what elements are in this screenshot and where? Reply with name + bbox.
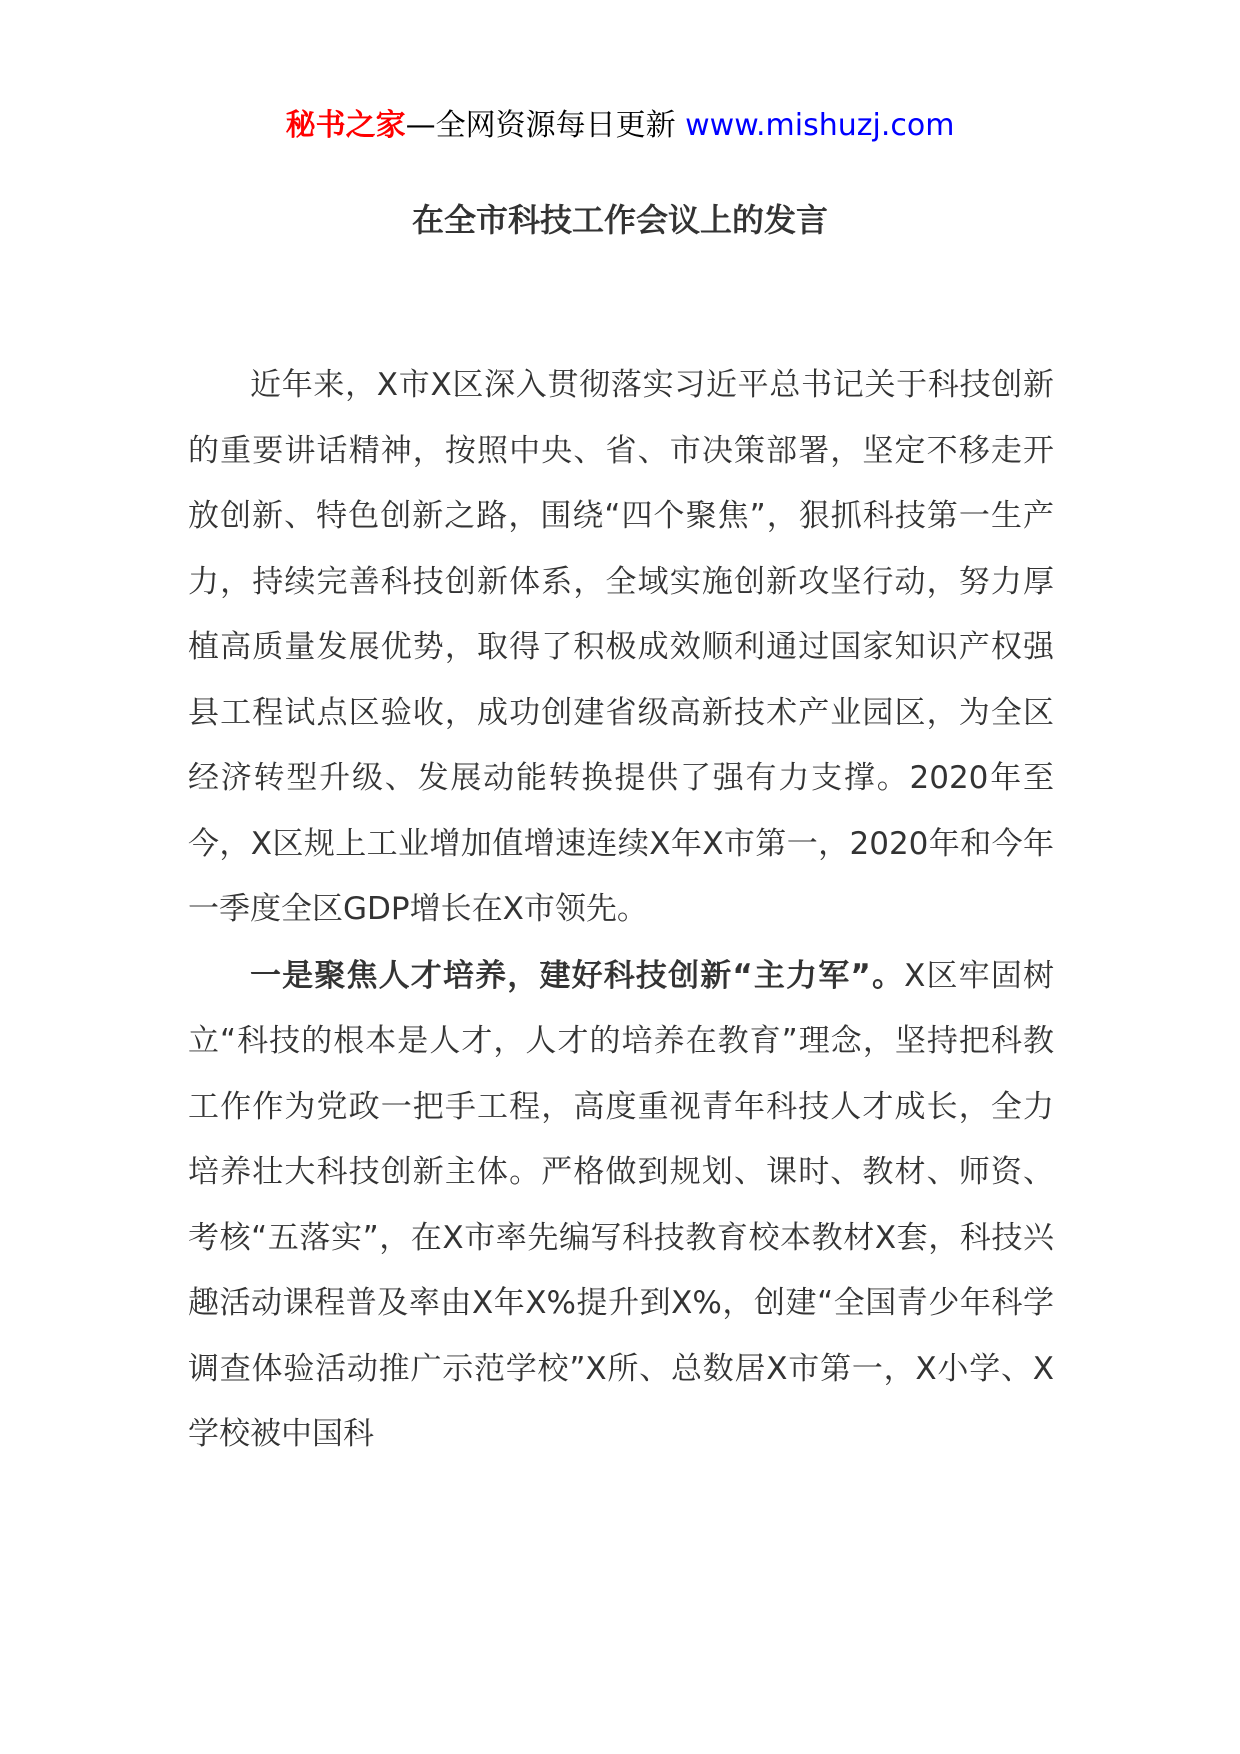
paragraph-lead: 一是聚焦人才培养，建好科技创新“主力军”。: [250, 957, 905, 994]
header-tagline: —全网资源每日更新: [405, 108, 676, 143]
paragraph-intro: [188, 353, 1054, 943]
document-body: [188, 353, 1054, 1469]
paragraph-text: 近年来，X市X区深入贯彻落实习近平总书记关于科技创新的重要讲话精神，按照中央、省、市决策部署，坚定不移走开放创新、特色创新之路，围绕“四个聚焦”，狠抓科技第一生产力，持续完善科技创新体系，全域实施创新攻坚行动，努力厚植高质量发展优势，取得了积极成效顺利通过国家知识产权强县工程试点区验收，成功创建省级高新技术产业园区，为全区经济转型升级、发展动能转换提供了强有力支撑。2020年至今，X区规上工业增加值增速连续X年X市第一，2020年和今年一季度全区GDP增长在X市领先。: [188, 367, 1054, 927]
paragraph-text: X区牢固树立“科技的根本是人才，人才的培养在教育”理念，坚持把科教工作作为党政一把手工程，高度重视青年科技人才成长，全力培养壮大科技创新主体。严格做到规划、课时、教材、师资、考核“五落实”，在X市率先编写科技教育校本教材X套，科技兴趣活动课程普及率由X年X%提升到X%，创建“全国青少年科学调查体验活动推广示范学校”X所、总数居X市第一，X小学、X学校被中国科: [188, 957, 1054, 1452]
site-url-link[interactable]: www.mishuzj.com: [685, 108, 955, 143]
document-title: 在全市科技工作会议上的发言: [411, 201, 828, 239]
paragraph-talent-training: [188, 944, 1054, 1468]
brand-name: 秘书之家: [285, 108, 406, 143]
site-header: [0, 104, 1240, 148]
